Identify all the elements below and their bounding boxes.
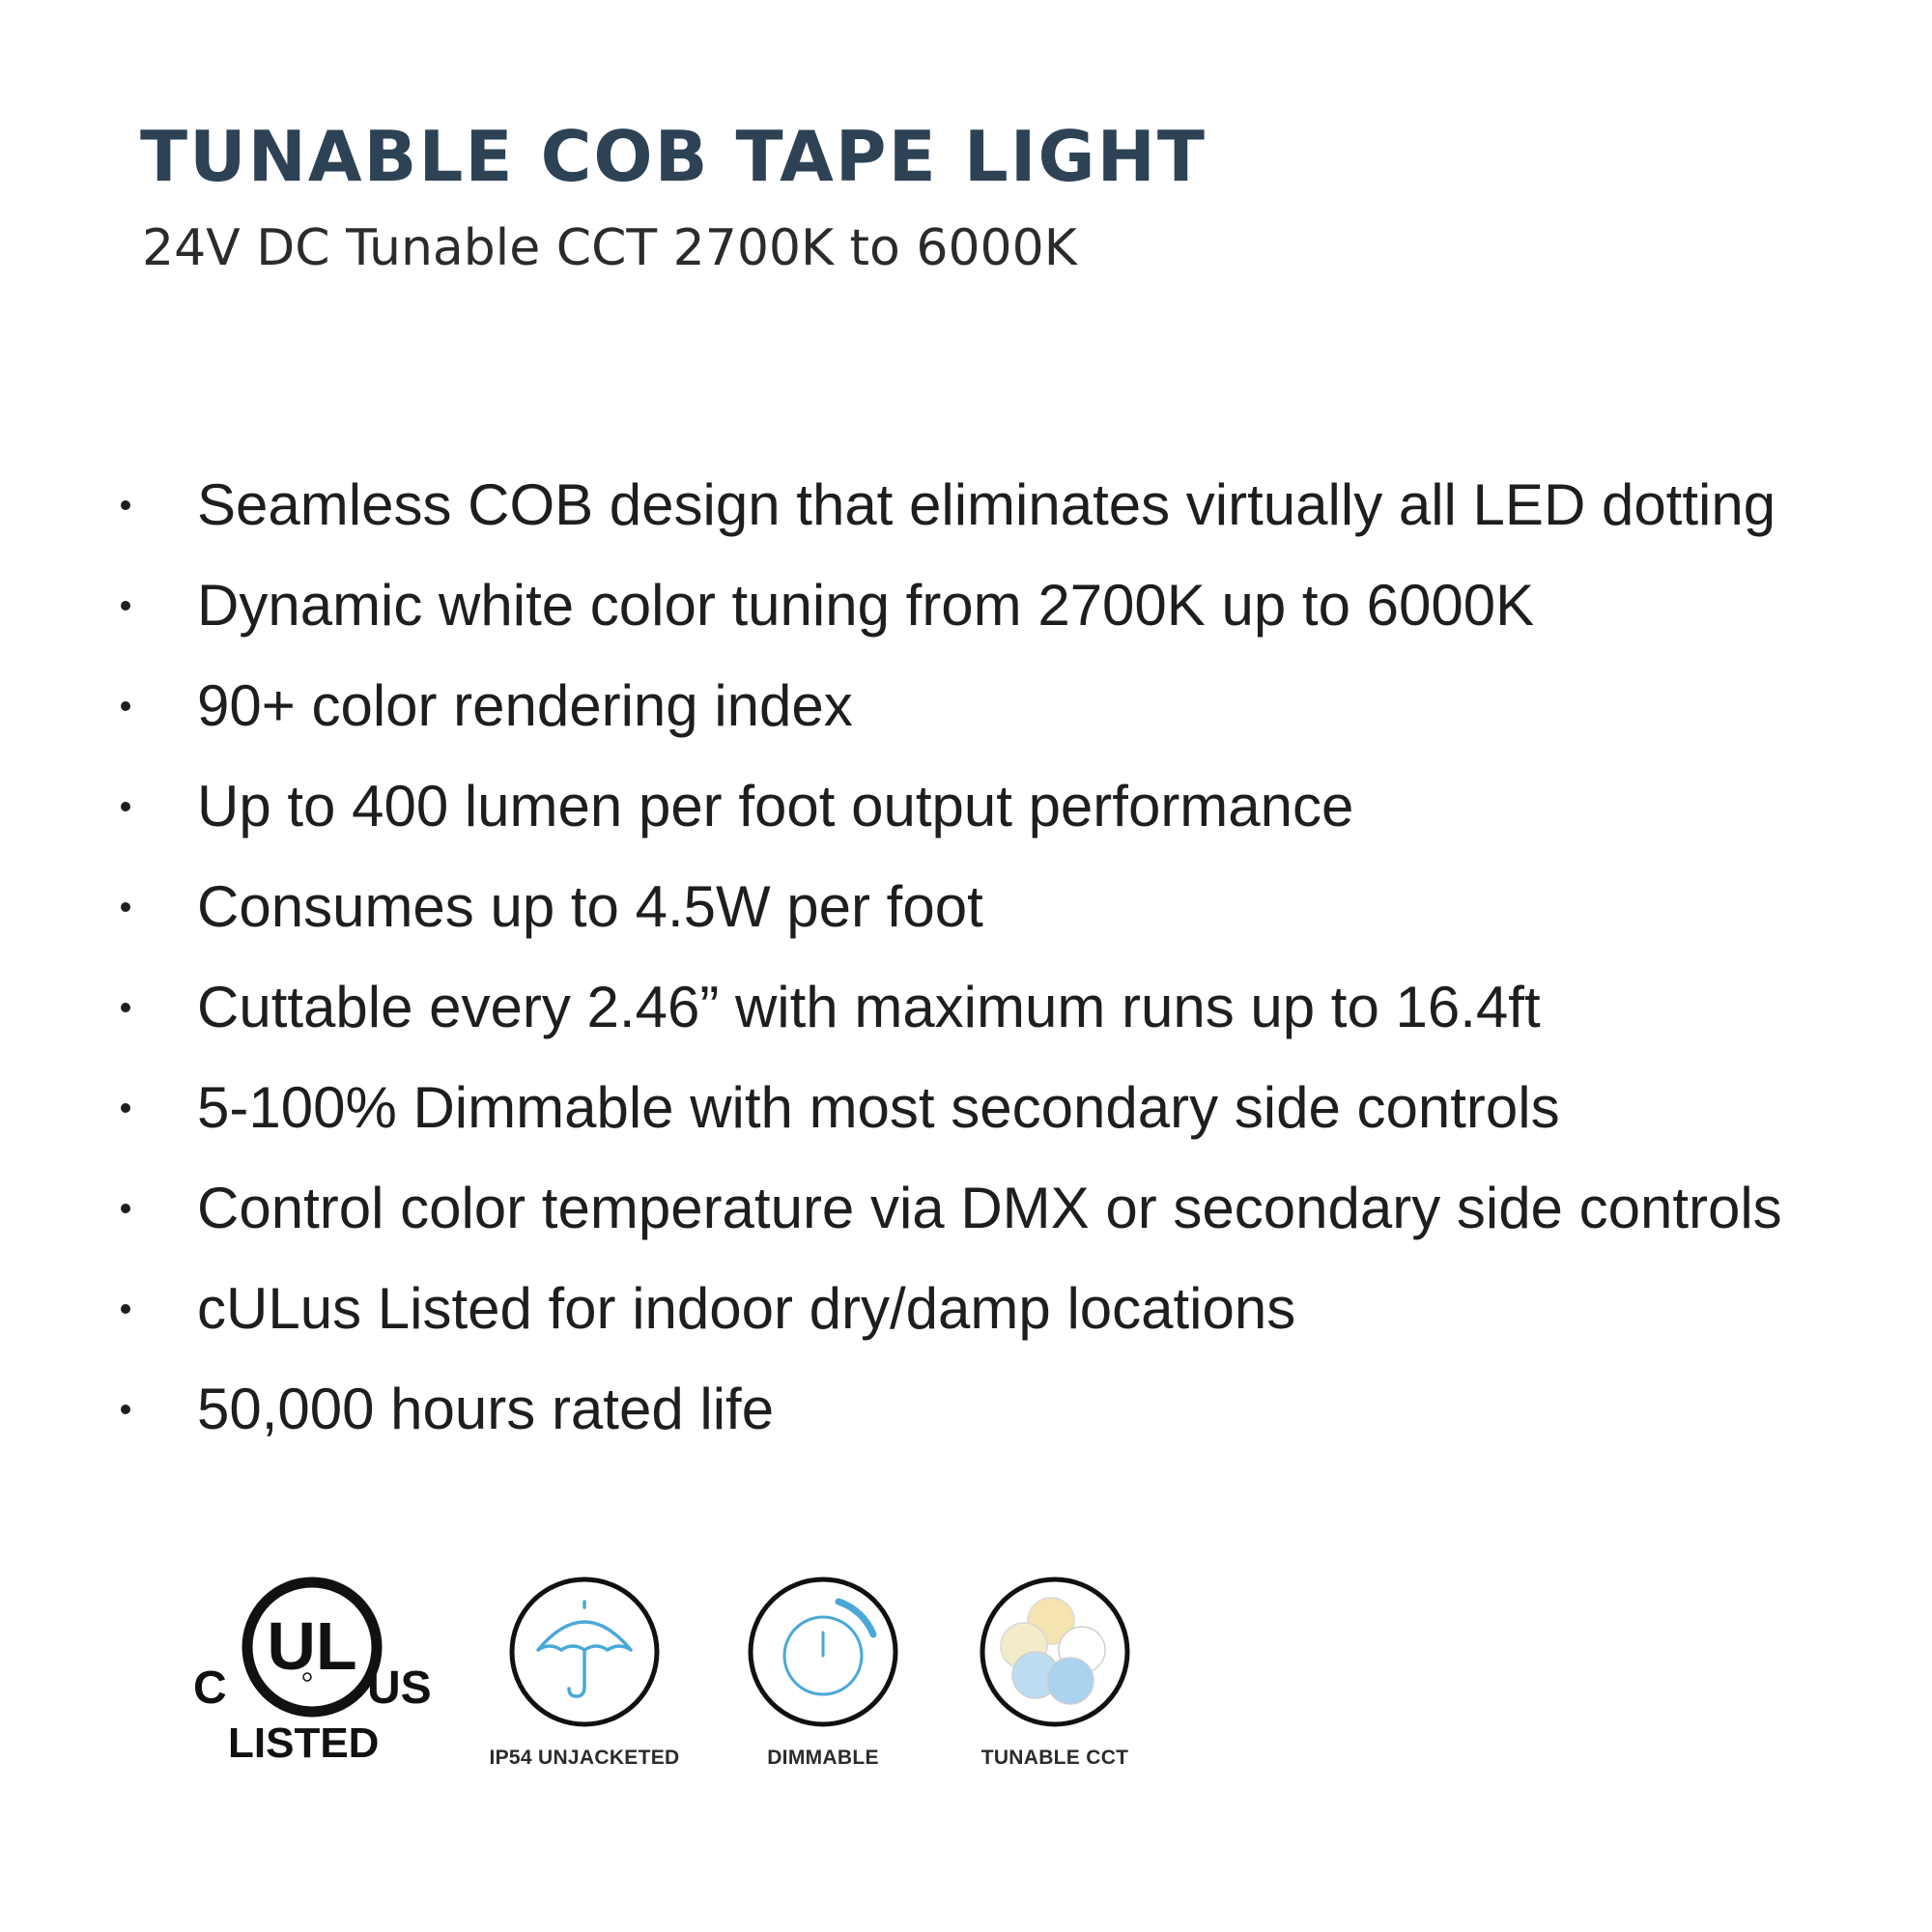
ul-us-letters: US <box>367 1662 432 1714</box>
ul-circle-icon <box>240 1575 384 1719</box>
feature-text: 90+ color rendering index <box>197 673 853 738</box>
page-title: TUNABLE COB TAPE LIGHT <box>140 116 1207 197</box>
certification-icons <box>184 1575 1188 1787</box>
feature-text: Control color temperature via DMX or secondary side controls <box>197 1176 1782 1240</box>
feature-text: Consumes up to 4.5W per foot <box>197 874 983 939</box>
page-subtitle: 24V DC Tunable CCT 2700K to 6000K <box>142 219 1077 277</box>
color-circles-icon <box>978 1575 1132 1729</box>
bullet-icon <box>121 601 130 611</box>
feature-text: Up to 400 lumen per foot output performance <box>197 774 1354 838</box>
dimmable-badge <box>746 1575 900 1787</box>
ip54-badge <box>489 1575 680 1787</box>
feature-text: Seamless COB design that eliminates virtually all LED dotting <box>197 472 1776 537</box>
feature-text: 50,000 hours rated life <box>197 1377 775 1441</box>
bullet-icon <box>121 1003 130 1012</box>
bullet-icon <box>121 902 130 912</box>
umbrella-icon <box>507 1575 662 1729</box>
ul-c-letter: C <box>193 1662 227 1714</box>
ul-mark-text: UL <box>267 1608 357 1684</box>
bullet-icon <box>121 802 130 811</box>
feature-text: Cuttable every 2.46” with maximum runs up to 16.4ft <box>197 975 1541 1039</box>
ul-listed-text: LISTED <box>228 1719 380 1767</box>
bullet-icon <box>121 500 130 510</box>
bullet-icon <box>121 701 130 711</box>
bullet-icon <box>121 1304 130 1314</box>
feature-text: Dynamic white color tuning from 2700K up to 6000K <box>197 573 1535 638</box>
bullet-icon <box>121 1103 130 1113</box>
ul-listed-logo <box>184 1575 432 1787</box>
bullet-icon <box>121 1405 130 1414</box>
dimmable-label: DIMMABLE <box>767 1747 879 1769</box>
ip54-label: IP54 UNJACKETED <box>489 1747 680 1769</box>
dimmer-dial-icon <box>746 1575 900 1729</box>
feature-text: cULus Listed for indoor dry/damp locations <box>197 1276 1296 1341</box>
tunable-cct-label: TUNABLE CCT <box>980 1747 1129 1769</box>
feature-text: 5-100% Dimmable with most secondary side controls <box>197 1075 1560 1140</box>
tunable-cct-badge <box>978 1575 1132 1787</box>
bullet-icon <box>121 1204 130 1213</box>
